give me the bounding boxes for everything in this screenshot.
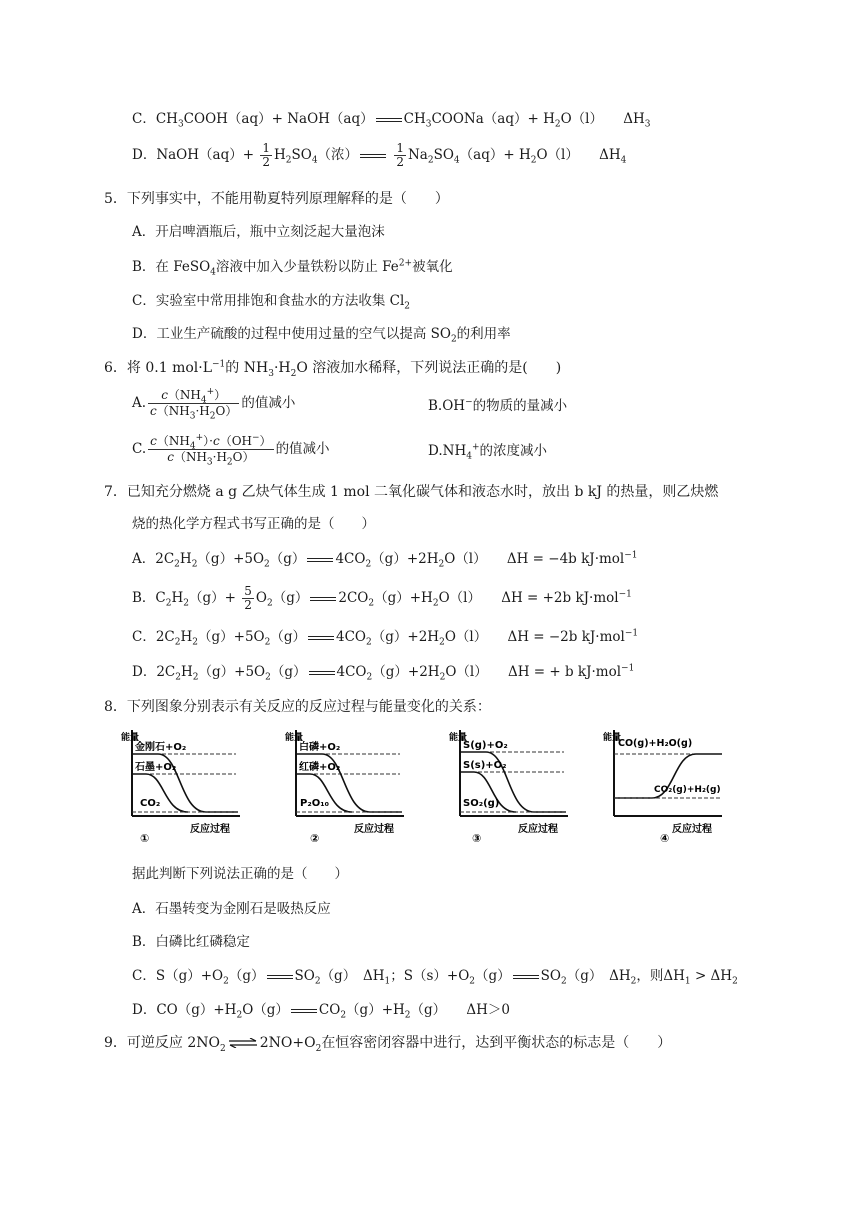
x-axis-label: 反应过程 (190, 824, 230, 835)
bottom-level-label: CO₂ (140, 798, 161, 809)
q5-option-c: C．实验室中常用排饱和食盐水的方法收集 $Cl_2$ (132, 293, 411, 312)
q7-option-a: A．$2C_2H_2(g)+5O_2(g)$ $4CO_2(g)+2H_2O(l)$ ΔH = −4b kJ·mol$^{-1}$ (132, 550, 638, 570)
q7-stem-line1: 7．已知充分燃烧 a g 乙炔气体生成 1 mol 二氧化碳气体和液态水时，放出 b kJ 的热量，则乙炔燃 (104, 484, 719, 500)
q6-stem: 6．将 0.1 $mol\cdot L^{-1}$的 $NH_3\cdot H_2O$ 溶液加水稀释，下列说法正确的是( ) (104, 359, 562, 379)
diagram-number: ① (140, 832, 150, 844)
energy-diagram-2 (282, 726, 442, 844)
diagram-number: ② (310, 832, 320, 844)
q8-option-a: A．石墨转变为金刚石是吸热反应 (132, 901, 331, 917)
energy-diagram-4 (600, 726, 760, 844)
mid-level-label: 石墨+O₂ (135, 762, 177, 773)
top-level-label: S(g)+O₂ (463, 740, 508, 751)
x-axis-label: 反应过程 (672, 824, 712, 835)
q6-option-d: $D.NH_4^+$的浓度减小 (428, 442, 548, 462)
q5-option-d: D．工业生产硫酸的过程中使用过量的空气以提高 $SO_2$的利用率 (132, 326, 511, 345)
diagram-number: ④ (660, 832, 670, 844)
energy-diagram-3 (446, 726, 606, 844)
q6-option-b: B.OH−的物质的量减小 (428, 397, 568, 414)
y-axis-label: 能量 (121, 733, 140, 743)
q9-stem: 9．可逆反应 $2NO_2$ $2NO+O_2$在恒容密闭容器中进行，达到平衡状态的标志是（ ） (104, 1035, 672, 1054)
q7-option-c: C．$2C_2H_2(g)+5O_2(g)$ $4CO_2(g)+2H_2O(l)$ ΔH = −2b kJ·mol$^{-1}$ (132, 628, 639, 648)
top-level-label: 金刚石+O₂ (135, 742, 187, 753)
q8-question: 据此判断下列说法正确的是（ ） (132, 866, 348, 882)
q8-stem: 8．下列图象分别表示有关反应的反应过程与能量变化的关系： (104, 699, 491, 715)
x-axis-label: 反应过程 (354, 824, 394, 835)
q5-option-b: B．在 FeSO$_4$溶液中加入少量铁粉以防止 $Fe^{2+}$被氧化 (132, 258, 453, 278)
q6-option-c: C. $\frac{c(NH_4^+)\cdot c(OH^-)}{c(NH_3\cdot H_2O)}$ 的值减小 (132, 433, 330, 468)
diagram-number: ③ (472, 832, 482, 844)
q7-option-d: D．$2C_2H_2(g)+5O_2(g)$ $4CO_2(g)+2H_2O(l)$ ΔH = + b kJ·mol$^{-1}$ (132, 663, 635, 683)
mid-level-label: 红磷+O₂ (299, 762, 341, 773)
q5-option-a: A．开启啤酒瓶后，瓶中立刻泛起大量泡沫 (132, 224, 385, 240)
q4-option-c: C．$CH_3COOH(aq)+$ NaOH（aq） $CH_3COONa(aq)+ H_2O(l)$ $\Delta H_3$ (132, 111, 651, 130)
top-level-label: 白磷+O₂ (299, 742, 341, 753)
y-axis-label: 能量 (449, 733, 468, 743)
q8-option-d: D．$CO(g)+H_2O(g)$ $CO_2(g)+H_2(g)$ ΔH＞0 (132, 1002, 511, 1021)
q7-stem-line2: 烧的热化学方程式书写正确的是（ ） (132, 516, 375, 532)
bottom-level-label: SO₂(g) (463, 798, 500, 809)
y-axis-label: 能量 (603, 733, 622, 743)
q5-stem: 5．下列事实中，不能用勒夏特列原理解释的是（ ） (104, 191, 449, 207)
mid-level-label: S(s)+O₂ (463, 760, 507, 771)
q8-option-c: C．$S(g)+O_2(g)$ $SO_2(g)$ $\Delta H_1$；$S(s)+O_2(g)$ $SO_2(g)$ $\Delta H_2$，则$\Delta H_1 > \Delta H_2$ (132, 968, 738, 987)
q7-option-b: B．$C_2H_2(g)+$ $\frac{5}{2}$ $O_2(g)$ $2CO_2(g)+H_2O(l)$ ΔH = +2b kJ·mol$^{-1}$ (132, 584, 632, 612)
q8-option-b: B．白磷比红磷稳定 (132, 934, 250, 950)
y-axis-label: 能量 (285, 733, 304, 743)
q4-option-d: D．NaOH（aq）+ $\frac{1}{2}$ $H_2SO_4$（浓） $\frac{1}{2}$ $Na_2SO_4(aq)+ H_2O(l)$ $\Delta H_4$ (132, 141, 627, 169)
q6-option-a: A. $\frac{c(NH_4^+)}{c(NH_3\cdot H_2O)}$ 的值减小 (132, 387, 296, 422)
energy-diagram-1 (118, 726, 278, 844)
bottom-level-label: P₂O₁₀ (300, 798, 329, 809)
bottom-level-label: CO₂(g)+H₂(g) (654, 785, 721, 795)
top-level-label: CO(g)+H₂O(g) (618, 738, 693, 749)
equilibrium-arrow-icon (228, 1038, 258, 1048)
x-axis-label: 反应过程 (518, 824, 558, 835)
